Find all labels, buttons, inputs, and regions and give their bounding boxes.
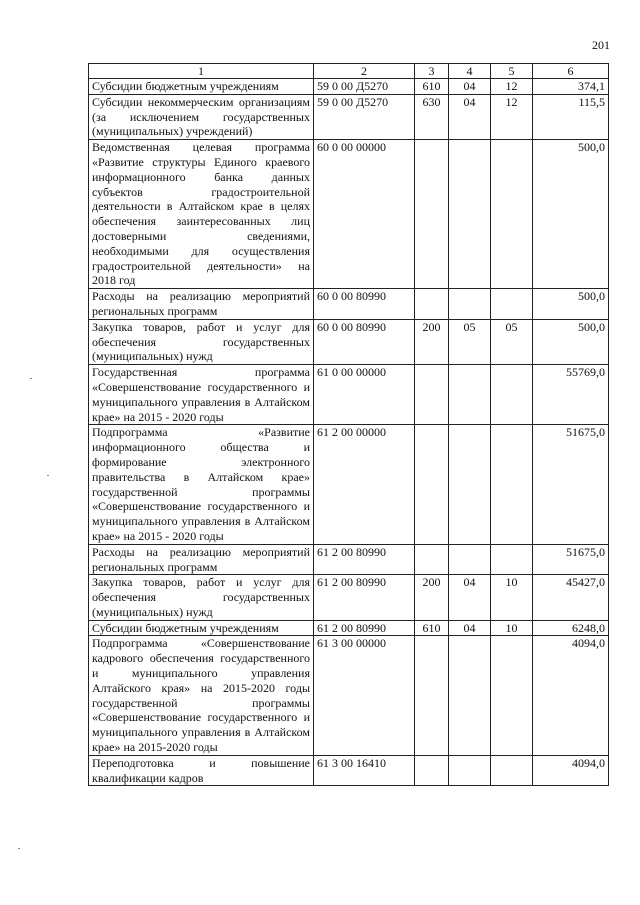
- row-name: Субсидии бюджетным учреждениям: [89, 79, 314, 95]
- row-sum: 6248,0: [533, 620, 609, 636]
- row-name: Субсидии бюджетным учреждениям: [89, 620, 314, 636]
- budget-table: [88, 63, 609, 786]
- row-pr: 12: [491, 94, 533, 139]
- row-vr: [415, 289, 449, 320]
- row-vr: [415, 636, 449, 755]
- row-sum: 500,0: [533, 289, 609, 320]
- row-sum: 51675,0: [533, 425, 609, 544]
- row-pr: [491, 140, 533, 289]
- row-sum: 374,1: [533, 79, 609, 95]
- row-pr: 10: [491, 575, 533, 620]
- table-row: [89, 140, 609, 289]
- row-vr: 610: [415, 620, 449, 636]
- row-rz: 05: [449, 319, 491, 364]
- row-code: 61 3 00 00000: [314, 636, 415, 755]
- header-col-1: 1: [89, 64, 314, 79]
- row-pr: [491, 289, 533, 320]
- row-code: 61 2 00 80990: [314, 620, 415, 636]
- row-vr: [415, 544, 449, 575]
- table-row: [89, 620, 609, 636]
- header-col-6: 6: [533, 64, 609, 79]
- row-vr: [415, 140, 449, 289]
- header-col-5: 5: [491, 64, 533, 79]
- row-code: 61 2 00 80990: [314, 544, 415, 575]
- row-pr: [491, 544, 533, 575]
- table-row: [89, 575, 609, 620]
- row-pr: 10: [491, 620, 533, 636]
- row-name: Переподготовка и повышение квалификации кадров: [89, 755, 314, 786]
- header-col-4: 4: [449, 64, 491, 79]
- row-sum: 51675,0: [533, 544, 609, 575]
- table-row: [89, 755, 609, 786]
- table-row: [89, 94, 609, 139]
- row-code: 61 0 00 00000: [314, 365, 415, 425]
- row-rz: 04: [449, 79, 491, 95]
- table-row: [89, 544, 609, 575]
- row-name: Закупка товаров, работ и услуг для обеспечения государственных (муниципальных) нужд: [89, 575, 314, 620]
- scan-artifact-dot: [47, 475, 49, 476]
- row-vr: [415, 425, 449, 544]
- row-name: Субсидии некоммерческим организациям (за исключением государственных (муниципальных) учреждений): [89, 94, 314, 139]
- row-vr: [415, 755, 449, 786]
- table-row: [89, 289, 609, 320]
- row-sum: 115,5: [533, 94, 609, 139]
- row-code: 60 0 00 00000: [314, 140, 415, 289]
- row-code: 59 0 00 Д5270: [314, 94, 415, 139]
- row-code: 61 3 00 16410: [314, 755, 415, 786]
- row-rz: [449, 544, 491, 575]
- row-vr: [415, 365, 449, 425]
- table-row: [89, 636, 609, 755]
- scan-artifact-dot: [30, 378, 32, 379]
- row-sum: 500,0: [533, 319, 609, 364]
- row-sum: 500,0: [533, 140, 609, 289]
- row-name: Расходы на реализацию мероприятий региональных программ: [89, 289, 314, 320]
- row-code: 61 2 00 00000: [314, 425, 415, 544]
- row-code: 61 2 00 80990: [314, 575, 415, 620]
- page-number: 201: [592, 38, 610, 52]
- row-sum: 45427,0: [533, 575, 609, 620]
- row-rz: [449, 140, 491, 289]
- scan-artifact-dot: [18, 848, 20, 849]
- row-vr: 610: [415, 79, 449, 95]
- table-row: [89, 365, 609, 425]
- row-code: 59 0 00 Д5270: [314, 79, 415, 95]
- row-name: Ведомственная целевая программа «Развитие структуры Единого краевого информационного банка данных субъектов градостроительной деятельности в Алтайском крае в целях обеспечения заинтересованных лиц достоверными сведениями, необходимыми для осуществления градостроительной деятельности» на 2018 год: [89, 140, 314, 289]
- row-name: Расходы на реализацию мероприятий региональных программ: [89, 544, 314, 575]
- table-row: [89, 79, 609, 95]
- row-rz: [449, 636, 491, 755]
- row-name: Подпрограмма «Развитие информационного общества и формирование электронного правительства в Алтайском крае» государственной программы «Совершенствование государственного и муниципального управления в Алтайском крае» на 2015 - 2020 годы: [89, 425, 314, 544]
- row-vr: 200: [415, 319, 449, 364]
- row-pr: [491, 365, 533, 425]
- row-sum: 4094,0: [533, 636, 609, 755]
- row-rz: 04: [449, 94, 491, 139]
- row-pr: 05: [491, 319, 533, 364]
- row-name: Закупка товаров, работ и услуг для обеспечения государственных (муниципальных) нужд: [89, 319, 314, 364]
- table-row: [89, 425, 609, 544]
- row-rz: 04: [449, 620, 491, 636]
- row-rz: 04: [449, 575, 491, 620]
- row-vr: 630: [415, 94, 449, 139]
- row-rz: [449, 289, 491, 320]
- row-pr: 12: [491, 79, 533, 95]
- row-name: Государственная программа «Совершенствование государственного и муниципального управления в Алтайском крае» на 2015 - 2020 годы: [89, 365, 314, 425]
- row-rz: [449, 755, 491, 786]
- header-col-2: 2: [314, 64, 415, 79]
- row-pr: [491, 755, 533, 786]
- row-rz: [449, 365, 491, 425]
- row-code: 60 0 00 80990: [314, 289, 415, 320]
- table-row: [89, 319, 609, 364]
- row-pr: [491, 636, 533, 755]
- row-name: Подпрограмма «Совершенствование кадрового обеспечения государственного и муниципального управления Алтайского края» на 2015-2020 годы государственной программы «Совершенствование государственного и муниципального управления в Алтайском крае» на 2015-2020 годы: [89, 636, 314, 755]
- row-sum: 4094,0: [533, 755, 609, 786]
- table-header-row: [89, 64, 609, 79]
- row-rz: [449, 425, 491, 544]
- row-code: 60 0 00 80990: [314, 319, 415, 364]
- row-vr: 200: [415, 575, 449, 620]
- row-sum: 55769,0: [533, 365, 609, 425]
- header-col-3: 3: [415, 64, 449, 79]
- row-pr: [491, 425, 533, 544]
